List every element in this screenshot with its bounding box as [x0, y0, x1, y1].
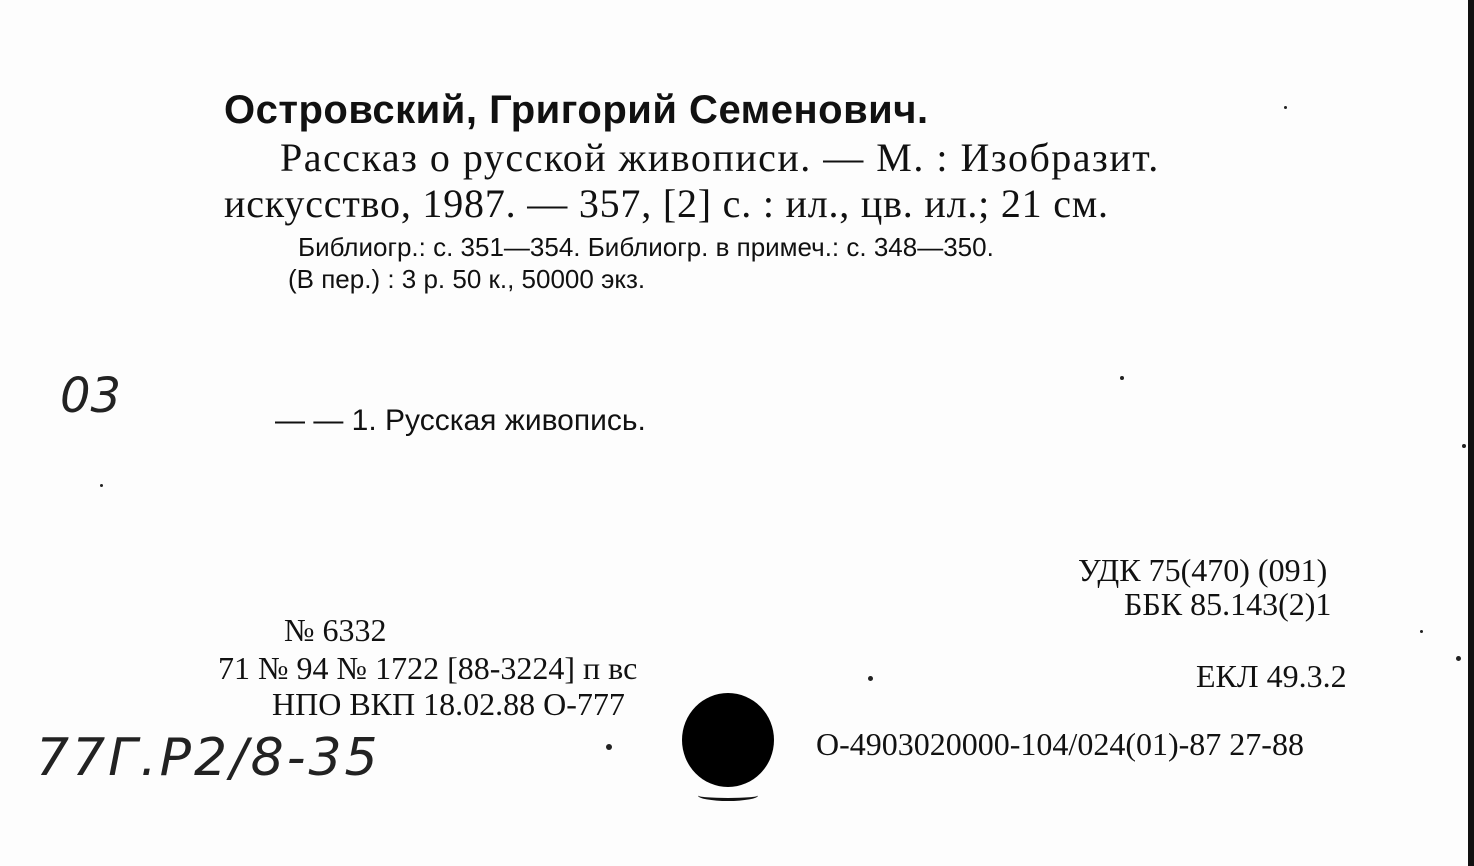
handwritten-code: 03 [60, 368, 122, 424]
dust-speck [606, 744, 612, 750]
bbk-code: ББК 85.143(2)1 [1124, 586, 1332, 622]
punch-hole-mark [698, 790, 758, 801]
print-number: № 6332 [284, 612, 387, 648]
price-note: (В пер.) : 3 р. 50 к., 50000 экз. [288, 264, 646, 294]
isbn-code: О-4903020000-104/024(01)-87 27-88 [816, 726, 1304, 762]
dust-speck [868, 676, 873, 681]
subject-heading: — — 1. Русская живопись. [275, 404, 646, 437]
print-line-3: НПО ВКП 18.02.88 О-777 [272, 686, 625, 722]
card-edge [1468, 0, 1474, 866]
dust-speck [1420, 630, 1423, 633]
title-line-2: искусство, 1987. — 357, [2] с. : ил., цв. ил.; 21 см. [224, 181, 1109, 226]
dust-speck [1120, 376, 1124, 380]
print-line-2: 71 № 94 № 1722 [88-3224] п вс [218, 650, 638, 686]
dust-speck [100, 484, 103, 487]
udk-code: УДК 75(470) (091) [1078, 552, 1328, 588]
title-line-1: Рассказ о русской живописи. — М. : Изобразит. [280, 135, 1160, 180]
bibliography-note: Библиогр.: с. 351—354. Библиогр. в примеч.: с. 348—350. [298, 232, 994, 262]
dust-speck [1462, 444, 1466, 448]
handwritten-shelf-mark: 77Г.Р2/8-35 [36, 728, 381, 788]
dust-speck [1456, 656, 1461, 661]
author-heading: Островский, Григорий Семенович. [224, 88, 929, 132]
dust-speck [1284, 106, 1287, 109]
punch-hole [682, 693, 774, 787]
ekl-code: ЕКЛ 49.3.2 [1196, 658, 1347, 694]
